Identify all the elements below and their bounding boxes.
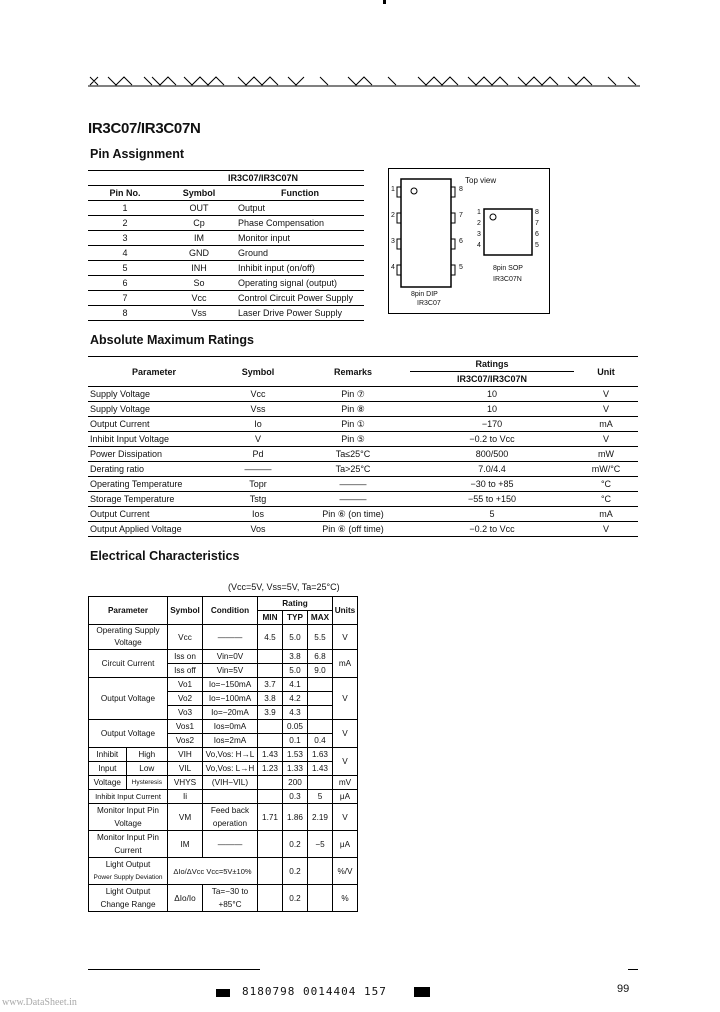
test-conditions: (Vcc=5V, Vss=5V, Ta=25°C) bbox=[228, 582, 340, 592]
ec-header-min: MIN bbox=[258, 611, 283, 625]
table-row: Operating Temperature Topr ——— −30 to +85 °C bbox=[88, 477, 638, 492]
sop-pin-label: 4 bbox=[477, 242, 481, 249]
sop-pin-label: 5 bbox=[535, 242, 539, 249]
ec-header-symbol: Symbol bbox=[168, 597, 203, 625]
table-row: 6 So Operating signal (output) bbox=[88, 276, 364, 291]
table-row: Storage Temperature Tstg ——— −55 to +150 °C bbox=[88, 492, 638, 507]
amr-header-ratings-sub: IR3C07/IR3C07N bbox=[410, 372, 574, 387]
barcode-block-icon bbox=[414, 987, 430, 997]
pin-header-no: Pin No. bbox=[88, 186, 162, 201]
watermark: www.DataSheet.in bbox=[2, 997, 77, 1008]
ec-header-rating: Rating bbox=[258, 597, 333, 611]
table-row: Circuit Current Iss on Vin=0V 3.8 6.8 mA bbox=[89, 650, 358, 664]
table-row: Vos2 Ios=2mA 0.1 0.4 bbox=[89, 734, 358, 748]
ec-header-typ: TYP bbox=[283, 611, 308, 625]
ec-header-parameter: Parameter bbox=[89, 597, 168, 625]
table-row: 2 Cp Phase Compensation bbox=[88, 216, 364, 231]
dip-pin-label: 4 bbox=[391, 264, 395, 271]
table-row: Voltage Hysteresis VHYS (VIH−VIL) 200 mV bbox=[89, 776, 358, 790]
table-row: Inhibit Input Current Ii 0.3 5 μA bbox=[89, 790, 358, 804]
dip-pin-label: 1 bbox=[391, 186, 395, 193]
sop-pin-label: 6 bbox=[535, 231, 539, 238]
table-row: Operating Supply Voltage Vcc ——— 4.5 5.0 5.5 V bbox=[89, 625, 358, 650]
top-view-label: Top view bbox=[465, 176, 497, 185]
sop-pin-label: 3 bbox=[477, 231, 481, 238]
pin-header-symbol: Symbol bbox=[162, 186, 236, 201]
table-row: 5 INH Inhibit input (on/off) bbox=[88, 261, 364, 276]
sop-pin-label: 7 bbox=[535, 220, 539, 227]
part-title: IR3C07/IR3C07N bbox=[88, 120, 201, 137]
table-row: 1 OUT Output bbox=[88, 201, 364, 216]
amr-header-symbol: Symbol bbox=[220, 357, 296, 387]
dip-pin-label: 5 bbox=[459, 264, 463, 271]
sop-pin-label: 2 bbox=[477, 220, 481, 227]
amr-header-unit: Unit bbox=[574, 357, 638, 387]
package-diagram bbox=[388, 168, 550, 314]
table-row: Light Output Power Supply Deviation ΔIo/ΔVcc Vcc=5V±10% 0.2 %/V bbox=[89, 858, 358, 885]
table-row: Output Applied Voltage Vos Pin ⑥ (off time) −0.2 to Vcc V bbox=[88, 522, 638, 537]
section-title-pin-assignment: Pin Assignment bbox=[90, 147, 184, 161]
dip-pin1-marker bbox=[411, 188, 417, 194]
pin-assignment-table bbox=[88, 170, 364, 321]
dip-package-outline bbox=[401, 179, 451, 287]
barcode-block-icon bbox=[216, 989, 230, 997]
table-row: Input Low VIL Vo,Vos: L→H 1.23 1.33 1.43 bbox=[89, 762, 358, 776]
sop-part-label: IR3C07N bbox=[493, 276, 522, 283]
dip-pin-label: 3 bbox=[391, 238, 395, 245]
table-row: Vo2 Io=−100mA 3.8 4.2 bbox=[89, 692, 358, 706]
amr-header-parameter: Parameter bbox=[88, 357, 220, 387]
table-row: Monitor Input Pin Voltage VM Feed back operation 1.71 1.86 2.19 V bbox=[89, 804, 358, 831]
ec-header-units: Units bbox=[333, 597, 358, 625]
barcode-text: 8180798 0014404 157 bbox=[242, 985, 387, 998]
table-row: Power Dissipation Pd Ta≤25°C 800/500 mW bbox=[88, 447, 638, 462]
pin-header-function: Function bbox=[236, 186, 364, 201]
dip-part-label: IR3C07 bbox=[417, 300, 441, 307]
sop-pin-label: 8 bbox=[535, 209, 539, 216]
dip-pin-label: 2 bbox=[391, 212, 395, 219]
table-row: 7 Vcc Control Circuit Power Supply bbox=[88, 291, 364, 306]
dip-pins bbox=[397, 187, 455, 275]
abs-max-ratings-table bbox=[88, 356, 638, 537]
table-row: Light Output Change Range ΔIo/Io Ta=−30 to +85°C 0.2 % bbox=[89, 885, 358, 912]
sop-pin1-marker bbox=[490, 214, 496, 220]
table-row: Derating ratio ——— Ta>25°C 7.0/4.4 mW/°C bbox=[88, 462, 638, 477]
table-row: Iss off Vin=5V 5.0 9.0 bbox=[89, 664, 358, 678]
table-row: 4 GND Ground bbox=[88, 246, 364, 261]
footer-divider bbox=[628, 969, 638, 970]
page-number: 99 bbox=[617, 983, 630, 995]
table-row: Output Current Ios Pin ⑥ (on time) 5 mA bbox=[88, 507, 638, 522]
table-row: 8 Vss Laser Drive Power Supply bbox=[88, 306, 364, 321]
sop-package-outline bbox=[484, 209, 532, 255]
table-row: Monitor Input Pin Current IM ——— 0.2 −5 μA bbox=[89, 831, 358, 858]
table-row: Output Voltage Vo1 Io=−150mA 3.7 4.1 V bbox=[89, 678, 358, 692]
table-row: Supply Voltage Vss Pin ⑧ 10 V bbox=[88, 402, 638, 417]
footer-divider bbox=[88, 969, 260, 970]
sop-package-label: 8pin SOP bbox=[493, 265, 523, 272]
table-row: Supply Voltage Vcc Pin ⑦ 10 V bbox=[88, 387, 638, 402]
ec-header-condition: Condition bbox=[203, 597, 258, 625]
section-title-electrical: Electrical Characteristics bbox=[90, 549, 240, 563]
table-row: Inhibit High VIH Vo,Vos: H→L 1.43 1.53 1.63 V bbox=[89, 748, 358, 762]
amr-header-ratings: Ratings bbox=[410, 357, 574, 372]
table-row: Output Current Io Pin ① −170 mA bbox=[88, 417, 638, 432]
section-title-abs-max: Absolute Maximum Ratings bbox=[90, 333, 254, 347]
ec-header-max: MAX bbox=[308, 611, 333, 625]
amr-header-remarks: Remarks bbox=[296, 357, 410, 387]
dip-package-label: 8pin DIP bbox=[411, 291, 438, 298]
table-row: Output Voltage Vos1 Ios=0mA 0.05 V bbox=[89, 720, 358, 734]
sop-pin-label: 1 bbox=[477, 209, 481, 216]
scan-mark bbox=[383, 0, 386, 4]
decorative-border bbox=[88, 75, 640, 87]
dip-pin-label: 7 bbox=[459, 212, 463, 219]
table-row: Inhibit Input Voltage V Pin ⑤ −0.2 to Vcc V bbox=[88, 432, 638, 447]
table-row: Vo3 Io=−20mA 3.9 4.3 bbox=[89, 706, 358, 720]
dip-pin-label: 8 bbox=[459, 186, 463, 193]
pin-table-group-header: IR3C07/IR3C07N bbox=[162, 171, 364, 186]
dip-pin-label: 6 bbox=[459, 238, 463, 245]
electrical-characteristics-table bbox=[88, 596, 358, 912]
table-row: 3 IM Monitor input bbox=[88, 231, 364, 246]
